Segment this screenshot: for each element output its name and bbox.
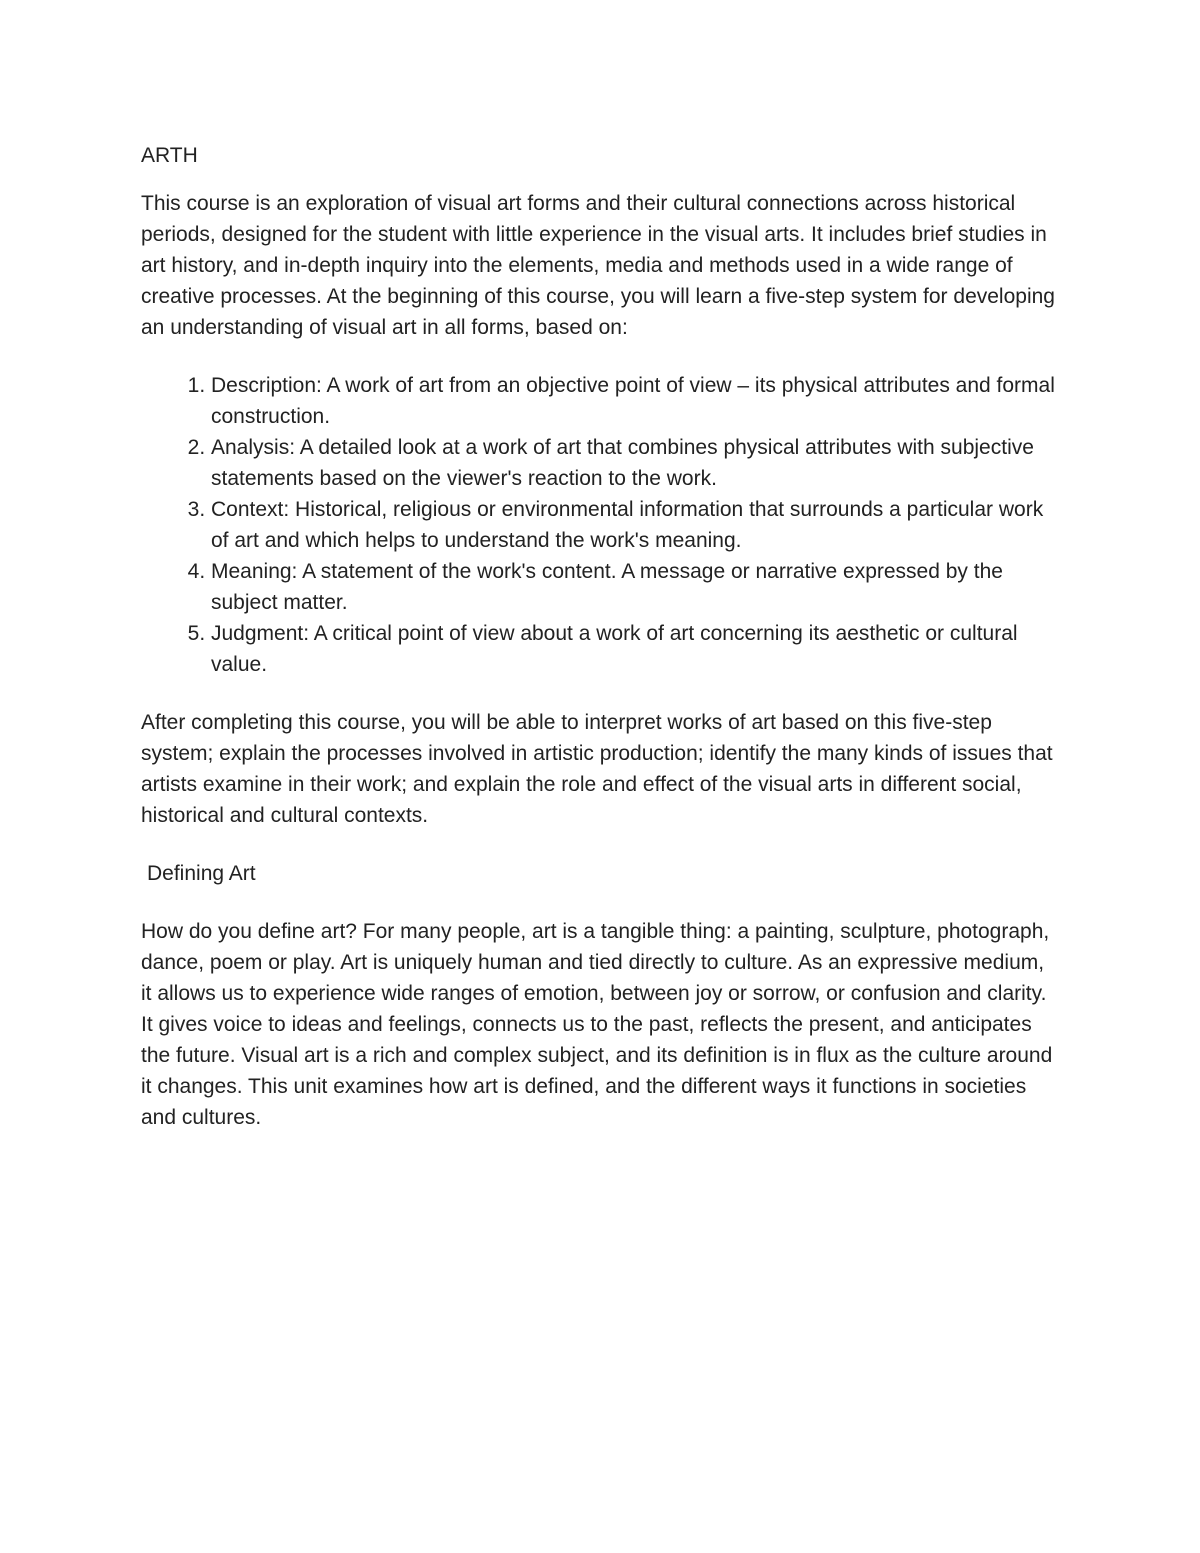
five-step-list	[141, 370, 1059, 680]
list-item: 4. Meaning: A statement of the work's content. A message or narrative expressed by the subject matter.	[211, 556, 1059, 618]
list-item: 3. Context: Historical, religious or environmental information that surrounds a particular work of art and which helps to understand the work's meaning.	[211, 494, 1059, 556]
document-page	[141, 140, 1059, 1133]
list-item: 1. Description: A work of art from an objective point of view – its physical attributes and formal construction.	[211, 370, 1059, 432]
list-item: 2. Analysis: A detailed look at a work of art that combines physical attributes with subjective statements based on the viewer's reaction to the work.	[211, 432, 1059, 494]
list-item: 5. Judgment: A critical point of view about a work of art concerning its aesthetic or cultural value.	[211, 618, 1059, 680]
section-heading: Defining Art	[147, 862, 256, 885]
intro-paragraph: This course is an exploration of visual art forms and their cultural connections across historical periods, designed for the student with little experience in the visual arts. It includes brief studies in art history, and in-depth inquiry into the elements, media and methods used in a wide range of creative processes. At the beginning of this course, you will learn a five-step system for developing an understanding of visual art in all forms, based on:	[141, 192, 1055, 339]
outcomes-paragraph: After completing this course, you will be able to interpret works of art based on this five-step system; explain the processes involved in artistic production; identify the many kinds of issues that artists examine in their work; and explain the role and effect of the visual arts in different social, historical and cultural contexts.	[141, 711, 1053, 827]
section-paragraph: How do you define art? For many people, art is a tangible thing: a painting, sculpture, photograph, dance, poem or play. Art is uniquely human and tied directly to culture. As an expressive medium, it allows us to experience wide ranges of emotion, between joy or sorrow, or confusion and clarity. It gives voice to ideas and feelings, connects us to the past, reflects the present, and anticipates the future. Visual art is a rich and complex subject, and its definition is in flux as the culture around it changes. This unit examines how art is defined, and the different ways it functions in societies and cultures.	[141, 920, 1053, 1129]
document-title: ARTH	[141, 144, 198, 167]
